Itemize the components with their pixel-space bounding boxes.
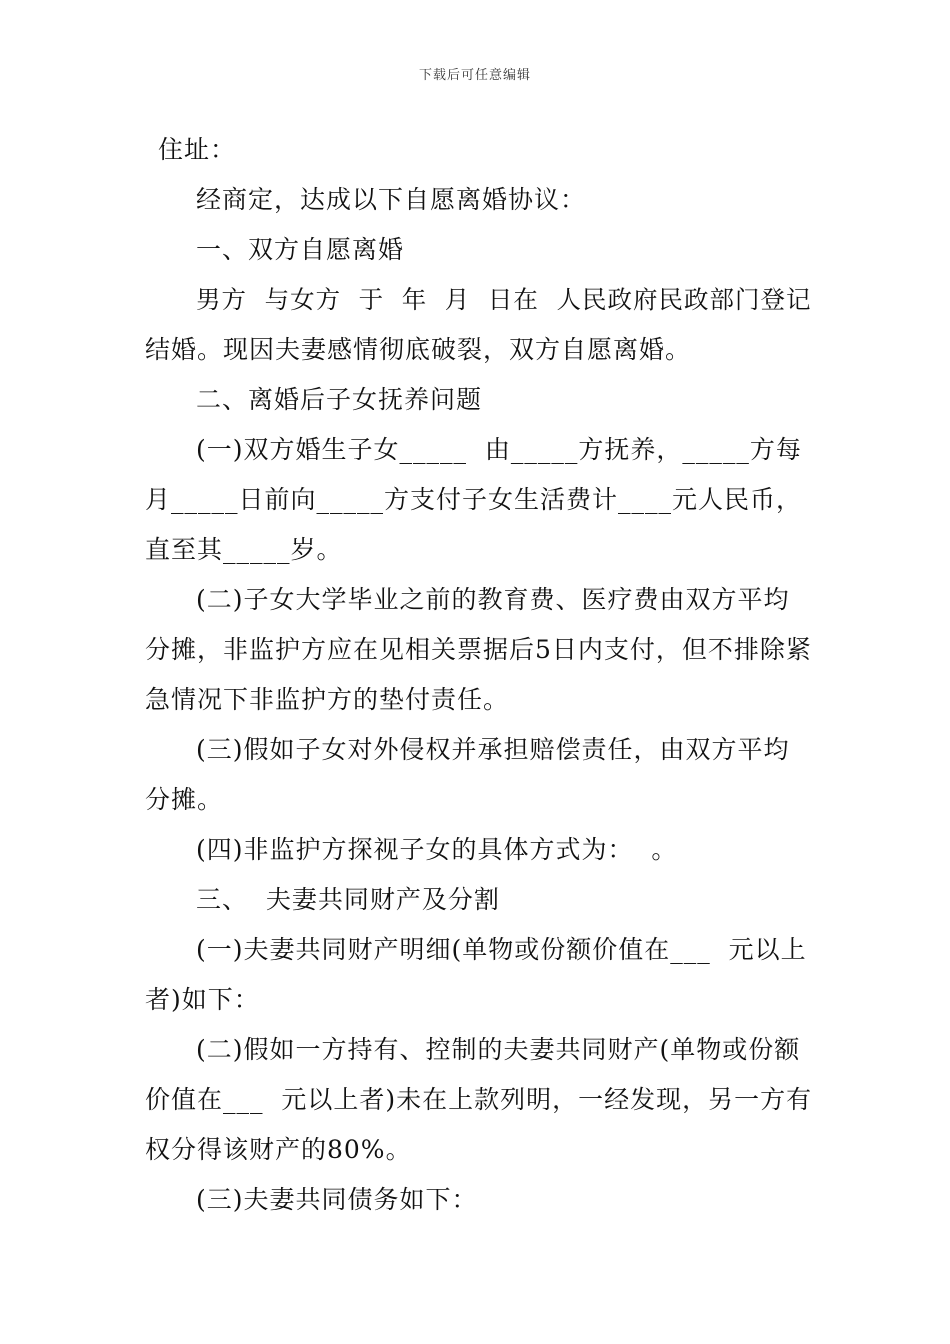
section-heading: 二、离婚后子女抚养问题 xyxy=(196,385,483,414)
section-heading: 三、 夫妻共同财产及分割 xyxy=(196,885,500,914)
text-line: 者)如下： xyxy=(145,985,260,1014)
text-line: 权分得该财产的80%。 xyxy=(145,1135,412,1164)
text-line: 价值在___ 元以上者)未在上款列明，一经发现，另一方有 xyxy=(145,1085,813,1114)
text-line: 直至其_____岁。 xyxy=(145,535,343,564)
text-line: 结婚。现因夫妻感情彻底破裂，双方自愿离婚。 xyxy=(145,335,692,364)
section-heading: 一、双方自愿离婚 xyxy=(196,235,405,264)
text-line: 月_____日前向_____方支付子女生活费计____元人民币， xyxy=(145,485,803,514)
text-line: (三)夫妻共同债务如下： xyxy=(196,1185,478,1214)
text-line: (四)非监护方探视子女的具体方式为： 。 xyxy=(196,835,678,864)
text-line: 经商定，达成以下自愿离婚协议： xyxy=(196,185,587,214)
text-line: (二)假如一方持有、控制的夫妻共同财产(单物或份额 xyxy=(196,1035,801,1064)
text-line: (二)子女大学毕业之前的教育费、医疗费由双方平均 xyxy=(196,585,790,614)
text-line: 急情况下非监护方的垫付责任。 xyxy=(145,685,510,714)
text-line: 男方 与女方 于 年 月 日在 人民政府民政部门登记 xyxy=(196,285,812,314)
text-line: (三)假如子女对外侵权并承担赔偿责任，由双方平均 xyxy=(196,735,790,764)
text-line: (一)双方婚生子女_____ 由_____方抚养，_____方每 xyxy=(196,435,802,464)
text-line: (一)夫妻共同财产明细(单物或份额价值在___ 元以上 xyxy=(196,935,807,964)
page-header: 下载后可任意编辑 xyxy=(418,68,531,83)
text-line: 分摊，非监护方应在见相关票据后5日内支付，但不排除紧 xyxy=(145,635,812,664)
text-line: 住址： xyxy=(158,135,237,164)
text-line: 分摊。 xyxy=(145,785,224,814)
